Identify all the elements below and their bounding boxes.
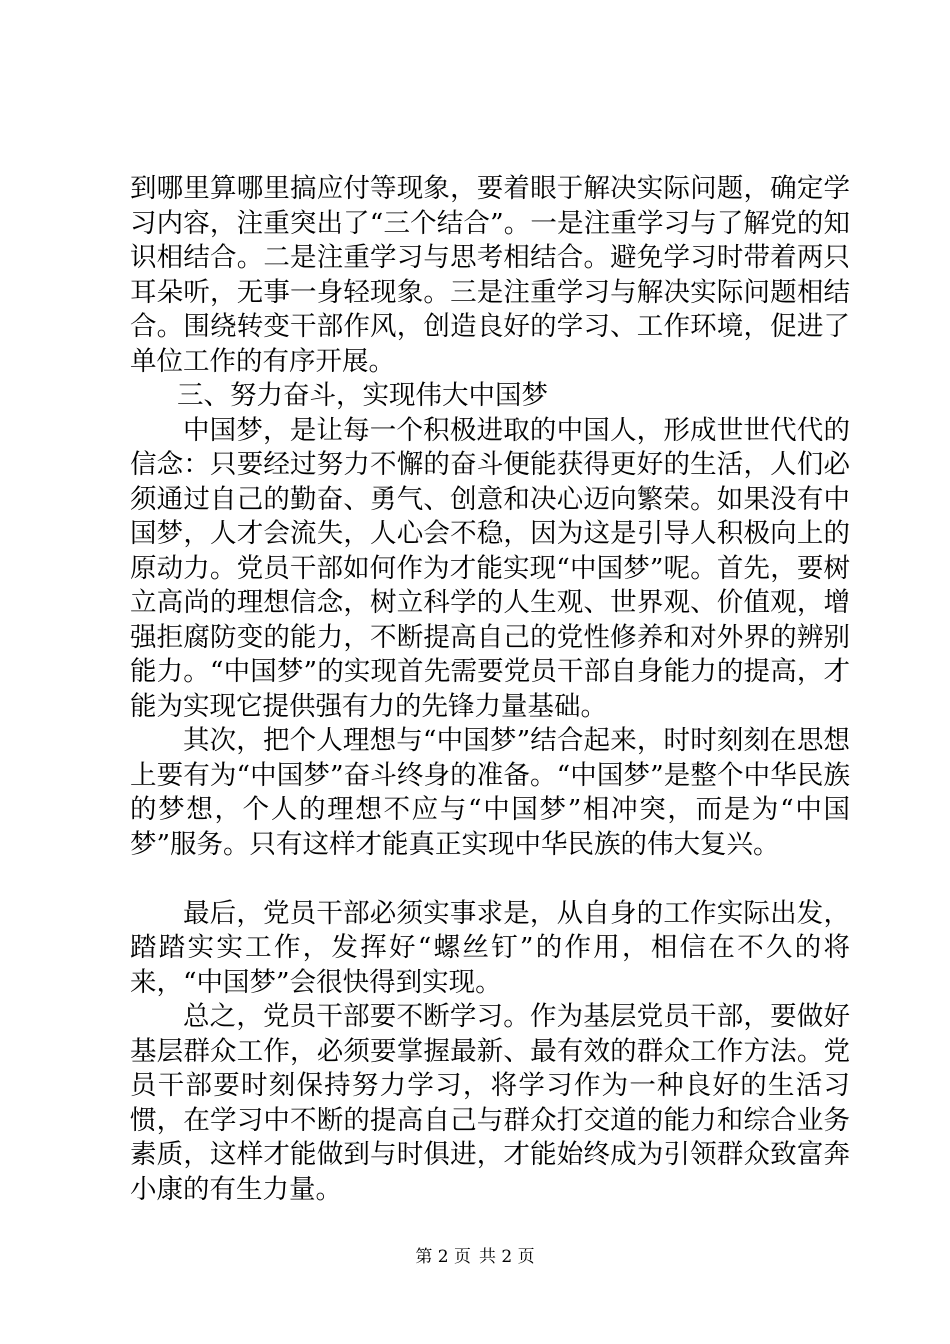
page-number-current: 第 2 页 xyxy=(415,1247,471,1267)
paragraph-conclusion: 总之，党员干部要不断学习。作为基层党员干部，要做好基层群众工作，必须要掌握最新、最有效的群众工作方法。党员干部要时刻保持努力学习，将学习作为一种良好的生活习惯，在学习中不断的提高自己与群众打交道的能力和综合业务素质，这样才能做到与时俱进，才能始终成为引领群众致富奔小康的有生力量。 xyxy=(130,1001,850,1205)
document-body xyxy=(130,172,850,1207)
paragraph-finally: 最后，党员干部必须实事求是，从自身的工作实际出发，踏踏实实工作，发挥好“螺丝钉”的作用，相信在不久的将来，“中国梦”会很快得到实现。 xyxy=(130,897,850,998)
page-footer xyxy=(0,1242,950,1267)
blank-line xyxy=(130,862,850,897)
paragraph-secondly: 其次，把个人理想与“中国梦”结合起来，时时刻刻在思想上要有为“中国梦”奋斗终身的准备。“中国梦”是整个中华民族的梦想，个人的理想不应与“中国梦”相冲突，而是为“中国梦”服务。只有这样才能真正实现中华民族的伟大复兴。 xyxy=(130,725,850,860)
paragraph-continued: 到哪里算哪里搞应付等现象，要着眼于解决实际问题，确定学习内容，注重突出了“三个结合”。一是注重学习与了解党的知识相结合。二是注重学习与思考相结合。避免学习时带着两只耳朵听，无事一身轻现象。三是注重学习与解决实际问题相结合。围绕转变干部作风，创造良好的学习、工作环境，促进了单位工作的有序开展。 xyxy=(130,173,850,377)
paragraph-china-dream: 中国梦，是让每一个积极进取的中国人，形成世世代代的信念：只要经过努力不懈的奋斗便能获得更好的生活，人们必须通过自己的勤奋、勇气、创意和决心迈向繁荣。如果没有中国梦，人才会流失，人心会不稳，因为这是引导人积极向上的原动力。党员干部如何作为才能实现“中国梦”呢。首先，要树立高尚的理想信念，树立科学的人生观、世界观、价值观，增强拒腐防变的能力，不断提高自己的党性修养和对外界的辨别能力。“中国梦”的实现首先需要党员干部自身能力的提高，才能为实现它提供强有力的先锋力量基础。 xyxy=(130,414,850,722)
section-heading: 三、努力奋斗，实现伟大中国梦 xyxy=(177,380,548,411)
page-number-total: 共 2 页 xyxy=(479,1247,535,1267)
